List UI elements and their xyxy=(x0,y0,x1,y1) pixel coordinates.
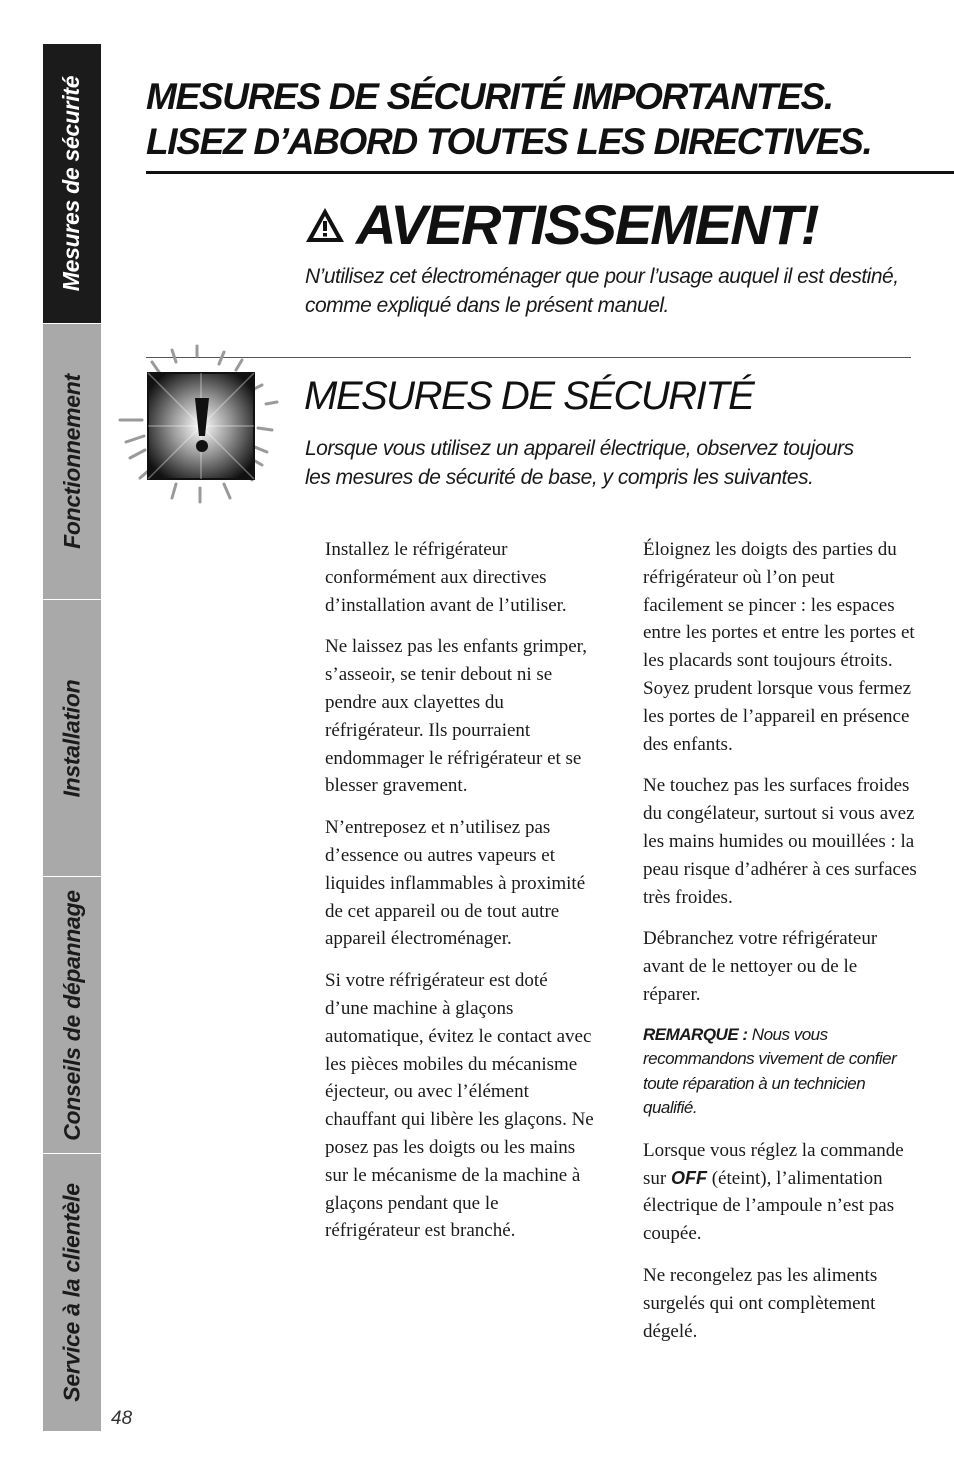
page-number: 48 xyxy=(111,1408,133,1429)
paragraph: Ne touchez pas les surfaces froides du congélateur, surtout si vous avez les mains humides ou mouillées : la peau risque d’adhérer à ces surfaces très froides. xyxy=(643,775,917,908)
note-text: Nous vous recommandons vivement de confier toute réparation à un technicien qualifié. xyxy=(643,1024,897,1118)
tab-installation[interactable] xyxy=(43,599,101,876)
note-paragraph xyxy=(643,1023,918,1121)
text-fragment: Lorsque vous réglez la commande sur xyxy=(643,1139,904,1189)
exclamation-burst-icon xyxy=(112,340,282,510)
off-label: OFF xyxy=(670,1167,707,1188)
tab-conseils-de-depannage[interactable] xyxy=(43,876,101,1153)
tab-service-a-la-clientele[interactable] xyxy=(43,1153,101,1431)
warning-heading xyxy=(304,192,818,258)
paragraph: N’entreposez et n’utilisez pas d’essence ou autres vapeurs et liquides inflammables à proximité de cet appareil ou de tout autre appareil électroménager. xyxy=(325,817,586,950)
tab-label: Mesures de sécurité xyxy=(58,75,85,292)
left-column xyxy=(325,536,595,1259)
paragraph: Ne recongelez pas les aliments surgelés qui ont complètement dégelé. xyxy=(643,1264,878,1342)
text-fragment: (éteint), l’alimentation électrique de l’ampoule n’est pas coupée. xyxy=(643,1167,895,1245)
tab-fonctionnement[interactable] xyxy=(43,323,101,599)
tab-label: Fonctionnement xyxy=(58,374,85,549)
tab-label: Installation xyxy=(58,679,85,797)
section-intro: Lorsque vous utilisez un appareil électrique, observez toujours les mesures de sécurité de base, y compris les suivantes. xyxy=(305,437,854,489)
page-heading xyxy=(146,74,946,164)
heading-divider xyxy=(146,171,954,174)
warning-triangle-icon xyxy=(304,206,346,244)
tab-mesures-de-securite[interactable] xyxy=(43,43,101,323)
tab-label: Conseils de dépannage xyxy=(58,889,85,1141)
heading-line-1: MESURES DE SÉCURITÉ IMPORTANTES. xyxy=(146,76,833,117)
paragraph: Débranchez votre réfrigérateur avant de le nettoyer ou de le réparer. xyxy=(643,928,878,1005)
warning-text: N’utilisez cet électroménager que pour l’usage auquel il est destiné, comme expliqué dans le présent manuel. xyxy=(305,265,899,317)
tab-label: Service à la clientèle xyxy=(58,1183,85,1402)
section-title: MESURES DE SÉCURITÉ xyxy=(304,374,754,418)
paragraph: Ne laissez pas les enfants grimper, s’asseoir, se tenir debout ni se pendre aux clayettes du réfrigérateur. Ils pourraient endommager le réfrigérateur et se blesser gravement. xyxy=(325,636,587,797)
paragraph: Éloignez les doigts des parties du réfrigérateur où l’on peut facilement se pincer : les espaces entre les portes et entre les portes et les placards sont toujours étroits. Soyez prudent lorsque vous fermez les portes de l’appareil en présence des enfants. xyxy=(643,539,915,755)
note-label: REMARQUE : xyxy=(643,1024,748,1044)
heading-line-2: LISEZ D’ABORD TOUTES LES DIRECTIVES. xyxy=(146,121,872,162)
sidebar-tabs xyxy=(43,43,101,1431)
paragraph-off-setting xyxy=(643,1137,918,1248)
right-column xyxy=(643,536,918,1359)
paragraph: Installez le réfrigérateur conformément aux directives d’installation avant de l’utiliser. xyxy=(325,539,567,616)
warning-title: AVERTISSEMENT! xyxy=(356,193,818,256)
paragraph: Si votre réfrigérateur est doté d’une machine à glaçons automatique, évitez le contact avec les pièces mobiles du mécanisme éjecteur, ou avec l’élément chauffant qui libère les glaçons. Ne posez pas les doigts ou les mains sur le mécanisme de la machine à glaçons pendant que le réfrigérateur est branché. xyxy=(325,970,594,1242)
